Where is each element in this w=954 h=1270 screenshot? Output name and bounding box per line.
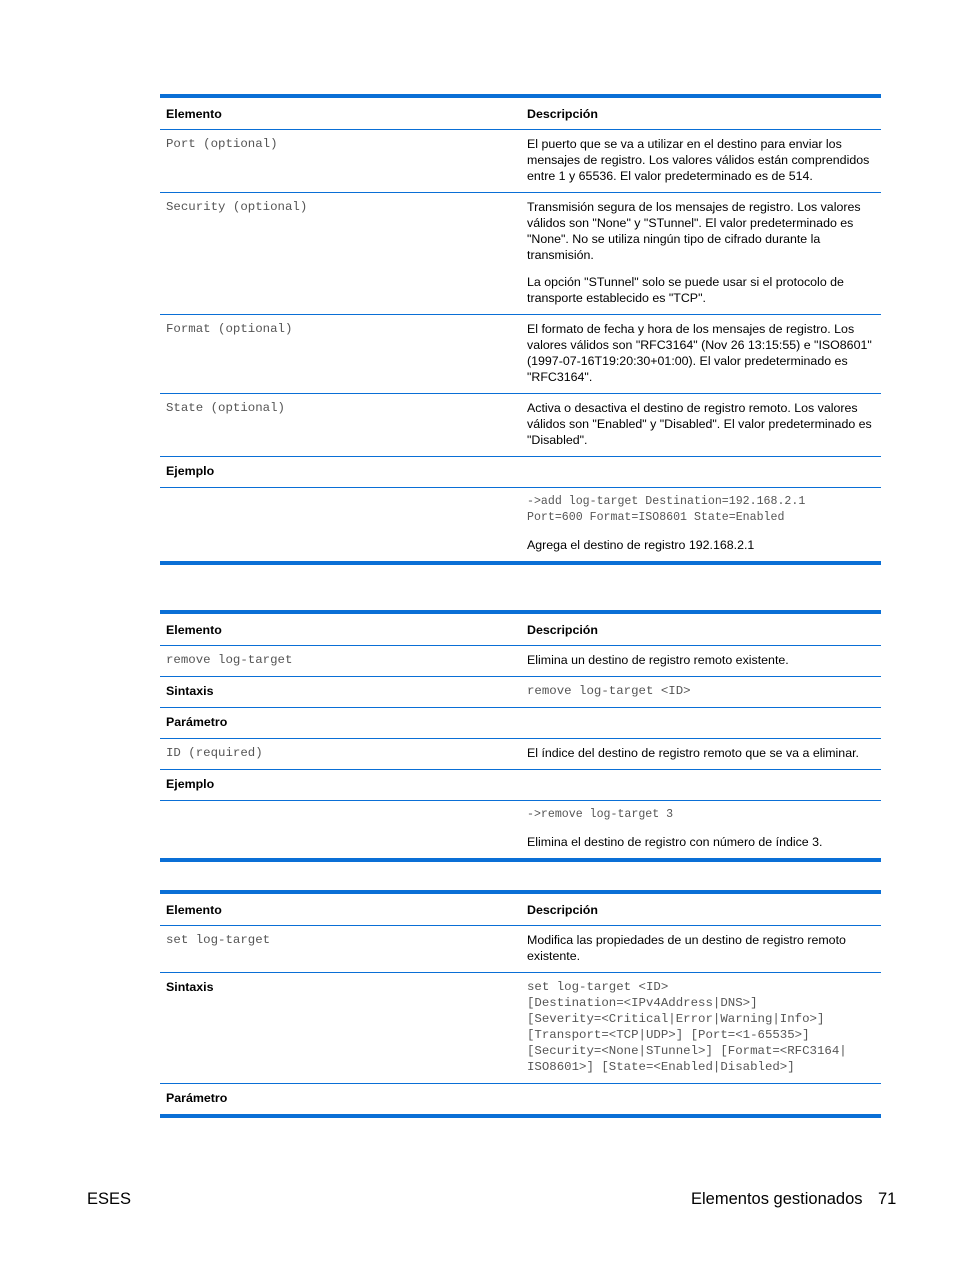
header-description: Descripción [521,96,881,130]
param-state: State (optional) [160,394,521,457]
example-cell [521,801,881,861]
table-remove-log-target [160,610,881,862]
table-header [160,892,881,926]
example-label: Ejemplo [160,457,521,488]
footer-locale: ESES [87,1190,132,1208]
header-element: Elemento [160,612,521,646]
table-row [160,708,881,739]
example-code: ->remove log-target 3 [527,808,674,821]
example-description: Agrega el destino de registro 192.168.2.1 [527,538,755,552]
command-name: remove log-target [160,646,521,677]
param-format-description [521,315,881,394]
table-row [160,394,881,457]
example-description: Elimina el destino de registro con número de índice 3. [527,835,823,849]
table-row [160,973,881,1084]
table-set-log-target [160,890,881,1118]
parameter-label: Parámetro [160,708,521,739]
table-row [160,926,881,973]
table-row [160,646,881,677]
table-add-log-target-continued [160,94,881,565]
command-description: Modifica las propiedades de un destino de registro remoto existente. [521,926,881,973]
example-label: Ejemplo [160,770,521,801]
example-code: ->add log-target Destination=192.168.2.1 Port=600 Format=ISO8601 State=Enabled [527,495,806,524]
syntax-label: Sintaxis [160,973,521,1084]
header-description: Descripción [521,892,881,926]
header-element: Elemento [160,96,521,130]
empty-cell [521,457,881,488]
header-element: Elemento [160,892,521,926]
empty-cell [521,708,881,739]
param-state-description [521,394,881,457]
empty-cell [521,1084,881,1117]
description-text: El formato de fecha y hora de los mensajes de registro. Los valores válidos son "RFC3164" (Nov 26 13:15:55) e "ISO8601" (1997-07-16T19:20:30+01:00). El valor predeterminado es "RFC3164". [527,322,872,384]
description-text: Transmisión segura de los mensajes de registro. Los valores válidos son "None" y "STunnel". El valor predeterminado es "None". No se utiliza ningún tipo de cifrado durante la transmisión. [527,200,861,262]
empty-cell [160,801,521,861]
syntax-label: Sintaxis [160,677,521,708]
param-security-description [521,193,881,315]
syntax-code: set log-target <ID> [Destination=<IPv4Address|DNS>] [Severity=<Critical|Error|Warning|Info>] [Transport=<TCP|UDP>] [Port=<1-65535>] [Security=<None|STunnel>] [Format=<RFC3164| ISO8601>] [State=<Enabled|Disabled>] [521,973,881,1084]
table-row [160,770,881,801]
table-header [160,96,881,130]
table-row [160,801,881,861]
table-row [160,130,881,193]
table-row [160,193,881,315]
empty-cell [160,488,521,564]
description-text: Activa o desactiva el destino de registro remoto. Los valores válidos son "Enabled" y "Disabled". El valor predeterminado es "Disabled". [527,401,872,447]
parameter-label: Parámetro [166,1091,228,1105]
footer-section-title: Elementos gestionados [691,1190,863,1208]
param-id: ID (required) [160,739,521,770]
command-description: Elimina un destino de registro remoto existente. [521,646,881,677]
table-row [160,488,881,564]
table-row [160,1084,881,1117]
param-format: Format (optional) [160,315,521,394]
table-row [160,677,881,708]
syntax-code: remove log-target <ID> [521,677,881,708]
table-row [160,457,881,488]
param-id-description: El índice del destino de registro remoto que se va a eliminar. [521,739,881,770]
table-row [160,315,881,394]
param-port: Port (optional) [160,130,521,193]
command-name: set log-target [160,926,521,973]
page-number: 71 [878,1190,897,1208]
empty-cell [521,770,881,801]
example-cell [521,488,881,564]
description-note: La opción "STunnel" solo se puede usar si el protocolo de transporte establecido es "TCP". [527,275,844,305]
param-security: Security (optional) [160,193,521,315]
table-row [160,739,881,770]
header-description: Descripción [521,612,881,646]
param-port-description [521,130,881,193]
description-text: El puerto que se va a utilizar en el destino para enviar los mensajes de registro. Los valores válidos están comprendidos entre 1 y 65536. El valor predeterminado es de 514. [527,137,870,183]
table-header [160,612,881,646]
